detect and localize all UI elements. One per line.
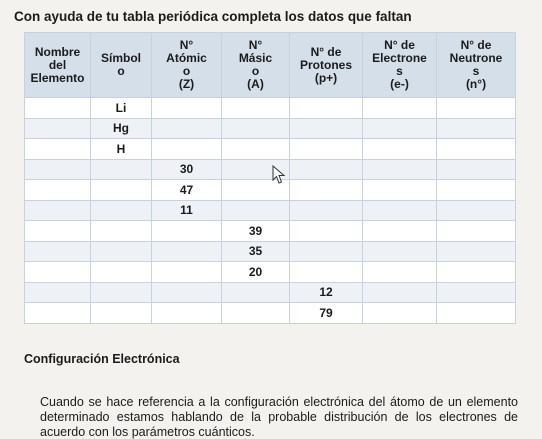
table-cell[interactable]: 35 — [222, 241, 290, 262]
table-cell[interactable] — [91, 221, 152, 242]
table-cell[interactable] — [152, 241, 222, 262]
table-row — [25, 241, 516, 262]
table-cell[interactable] — [437, 303, 516, 324]
table-cell[interactable] — [437, 282, 516, 303]
table-cell[interactable] — [363, 303, 437, 324]
table-row — [25, 118, 516, 139]
table-cell[interactable] — [290, 159, 363, 180]
table-cell[interactable] — [25, 241, 91, 262]
header-line: Protones — [299, 57, 352, 72]
table-cell[interactable] — [437, 221, 516, 242]
table-cell[interactable] — [290, 241, 363, 262]
table-cell[interactable] — [152, 98, 222, 119]
header-element-name — [25, 33, 91, 98]
table-header-row — [25, 33, 516, 98]
table-cell[interactable] — [437, 241, 516, 262]
table-cell[interactable]: 79 — [290, 303, 363, 324]
table-cell[interactable] — [91, 159, 152, 180]
table-cell[interactable] — [363, 159, 437, 180]
header-line: (A) — [247, 77, 264, 91]
table-cell[interactable] — [363, 139, 437, 160]
table-cell[interactable]: 11 — [152, 200, 222, 221]
table-row — [25, 282, 516, 303]
header-line: Elemento — [30, 70, 85, 85]
table-cell[interactable]: 47 — [152, 180, 222, 201]
section-title: Configuración Electrónica — [24, 352, 180, 366]
table-cell[interactable] — [152, 221, 222, 242]
table-cell[interactable] — [437, 180, 516, 201]
table-cell[interactable] — [91, 241, 152, 262]
header-line: s — [472, 64, 480, 78]
header-line: (p+) — [314, 70, 338, 85]
table-cell[interactable] — [437, 159, 516, 180]
table-cell[interactable] — [25, 262, 91, 283]
header-line: Nombre — [34, 44, 81, 59]
header-symbol — [91, 33, 152, 98]
table-cell[interactable] — [25, 221, 91, 242]
table-cell[interactable] — [222, 139, 290, 160]
table-cell[interactable] — [290, 200, 363, 221]
header-line: Electrone — [372, 51, 427, 65]
table-cell[interactable] — [437, 262, 516, 283]
element-data-table — [24, 32, 516, 324]
table-row — [25, 303, 516, 324]
table-cell[interactable] — [152, 303, 222, 324]
table-row — [25, 139, 516, 160]
table-row — [25, 98, 516, 119]
table-cell[interactable] — [222, 118, 290, 139]
table-cell[interactable] — [91, 200, 152, 221]
header-line: N° — [179, 38, 194, 52]
table-cell[interactable] — [222, 200, 290, 221]
table-cell[interactable] — [25, 303, 91, 324]
table-cell[interactable] — [290, 180, 363, 201]
table-cell[interactable] — [437, 118, 516, 139]
table-cell[interactable] — [152, 139, 222, 160]
table-row — [25, 159, 516, 180]
explanation-paragraph: Cuando se hace referencia a la configuración electrónica del átomo de un elemento determinado estamos hablando de la probable distribución de los electrones de acuerdo con los parámetros cuánticos. — [40, 395, 518, 439]
table-cell[interactable] — [437, 98, 516, 119]
header-line: s — [396, 64, 403, 78]
table-cell[interactable] — [363, 221, 437, 242]
table-cell[interactable] — [363, 180, 437, 201]
table-cell[interactable] — [363, 241, 437, 262]
table-cell[interactable] — [91, 180, 152, 201]
header-line: N° de — [460, 38, 492, 52]
header-electrons — [363, 33, 437, 98]
header-line: o — [251, 64, 260, 78]
table-cell[interactable] — [290, 221, 363, 242]
header-line: Neutrone — [449, 51, 503, 65]
table-cell[interactable] — [363, 262, 437, 283]
table-cell[interactable] — [25, 118, 91, 139]
header-line: o — [182, 64, 191, 78]
table-cell[interactable]: 12 — [290, 282, 363, 303]
header-mass-number — [222, 33, 290, 98]
table-row — [25, 262, 516, 283]
header-line: N° de — [384, 38, 415, 52]
table-cell[interactable]: H — [91, 139, 152, 160]
table-cell[interactable] — [25, 159, 91, 180]
table-cell[interactable] — [152, 118, 222, 139]
header-line: Símbol — [100, 51, 141, 65]
table-cell[interactable] — [25, 200, 91, 221]
table-cell[interactable] — [25, 282, 91, 303]
table-cell[interactable] — [25, 139, 91, 160]
table-cell[interactable] — [437, 139, 516, 160]
header-line: (e-) — [390, 77, 409, 91]
table-row — [25, 200, 516, 221]
header-line: Másic — [238, 51, 273, 65]
table-cell[interactable] — [290, 98, 363, 119]
table-cell[interactable] — [437, 200, 516, 221]
table-cell[interactable] — [222, 303, 290, 324]
table-cell[interactable] — [222, 282, 290, 303]
table-cell[interactable]: 39 — [222, 221, 290, 242]
header-line: (Z) — [178, 77, 195, 91]
table-cell[interactable] — [290, 262, 363, 283]
table-cell[interactable]: Hg — [91, 118, 152, 139]
table-body — [25, 98, 516, 324]
header-line: N° de — [310, 44, 342, 59]
table-cell[interactable]: 20 — [222, 262, 290, 283]
header-line: (n°) — [465, 77, 487, 91]
instruction-text: Con ayuda de tu tabla periódica completa los datos que faltan — [14, 9, 412, 24]
table-cell[interactable]: 30 — [152, 159, 222, 180]
header-line: N° — [248, 38, 263, 52]
table-cell[interactable] — [363, 282, 437, 303]
table-cell[interactable] — [363, 98, 437, 119]
table-cell[interactable] — [290, 118, 363, 139]
header-neutrons — [437, 33, 516, 98]
table-cell[interactable] — [290, 139, 363, 160]
table-cell[interactable] — [363, 200, 437, 221]
table-row — [25, 180, 516, 201]
header-atomic-number — [152, 33, 222, 98]
table-cell[interactable] — [91, 282, 152, 303]
table-cell[interactable] — [152, 282, 222, 303]
header-line: o — [117, 64, 125, 78]
mouse-pointer-icon — [272, 165, 288, 185]
table-cell[interactable] — [152, 262, 222, 283]
table-cell[interactable] — [25, 98, 91, 119]
table-cell[interactable] — [91, 262, 152, 283]
table-cell[interactable] — [363, 118, 437, 139]
header-protons — [290, 33, 363, 98]
header-line: del — [48, 57, 67, 72]
table-row — [25, 221, 516, 242]
table-cell[interactable]: Li — [91, 98, 152, 119]
table-cell[interactable] — [222, 98, 290, 119]
table-cell[interactable] — [25, 180, 91, 201]
header-line: Atómic — [166, 51, 207, 65]
table-cell[interactable] — [91, 303, 152, 324]
